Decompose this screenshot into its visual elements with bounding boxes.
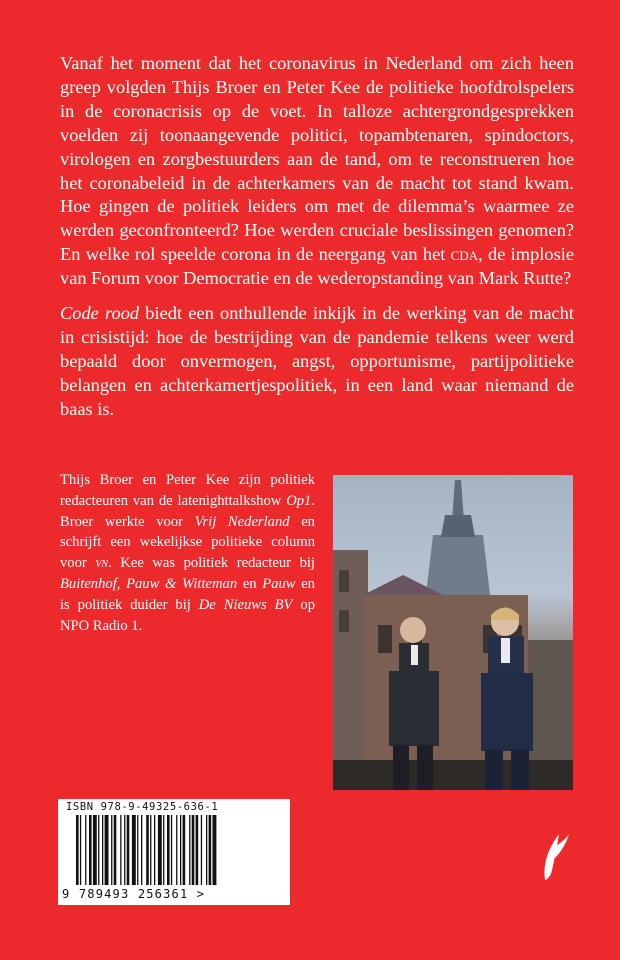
publisher-logo-icon [535,830,573,886]
barcode-bar [93,815,97,885]
bio-italic-op1: Op1 [286,492,312,509]
barcode-bar [209,815,212,885]
author-bio [60,470,315,636]
barcode-bar [146,815,149,885]
barcode-bar [213,815,217,885]
blurb-text: , de implosie van Forum voor Democratie en de wederopstanding van Mark Rutte? [60,244,574,289]
book-title-italic: Code rood [60,303,140,324]
barcode-bar [141,815,142,885]
barcode-bar [171,815,172,885]
bio-text: en is politiek duider bij [60,575,315,613]
blurb-text: Vanaf het moment dat het coronavirus in Nederland om zich heen greep volgden Thijs Broer en Peter Kee de politieke hoofdrolspelers in de coronacrisis op de voet. In talloze achtergrondgesprekken voelden zij toonaangevende politici, topambtenaren, spindoctors, virologen en zorgbestuurders aan de tand, om te reconstrueren hoe het coronabeleid in de achterkamers van de macht tot stand kwam. Hoe gingen de politiek leiders om met de dilemma’s waarmee ze werden geconfronteerd? Hoe werden cruciale beslissingen genomen? En welke rol speelde corona in de neergang van het [60,53,574,265]
bio-text: en schrijft een wekelijkse politieke column voor [60,513,315,572]
barcode-bar [154,815,155,885]
bio-text: Thijs Broer en Peter Kee zijn politiek redacteuren van de latenighttalkshow [60,472,315,509]
barcode-bar [89,815,92,885]
bio-italic-pauw: Pauw [262,575,296,592]
blurb-paragraph-2 [60,302,574,422]
barcode-bar [76,815,79,885]
blurb-paragraph-1 [60,52,574,291]
barcode-bar [132,815,136,885]
barcode-bar [167,815,170,885]
bio-italic-nieuws-bv: De Nieuws BV [198,596,293,613]
barcode-bar [137,815,138,885]
blurb-cda-abbrev: cda [450,244,479,265]
barcode-bar [150,815,151,885]
bio-italic-pauw-witteman: Pauw & Witteman [126,575,238,592]
bio-text: . Kee was politiek redacteur bij [108,555,315,572]
barcode-bar [114,815,117,885]
isbn-label: ISBN 978-9-49325-636-1 [66,801,219,813]
barcode-bar [180,815,181,885]
bio-italic-vn: Vrij Nederland [194,513,290,530]
bio-text: , [116,575,127,592]
bio-text: en [237,575,263,592]
isbn-barcode [58,799,290,905]
barcode-bar [176,815,177,885]
bio-vn-abbrev: vn [95,555,109,572]
bio-italic-buitenhof: Buitenhof [60,575,117,592]
barcode-bar [98,815,99,885]
barcode-bar [163,815,164,885]
barcode-bar [196,815,199,885]
author-photo-illustration [333,475,573,790]
blurb-text: biedt een onthullende inkijk in de werking van de macht in crisistijd: hoe de bestrijding van de pandemie telkens weer werd bepaald door onvermogen, angst, opportunisme, partijpolitieke belangen en achterkamertjespolitiek, in een land waar niemand de baas is. [60,303,574,419]
barcode-bar [102,815,103,885]
barcode-bar [206,815,207,885]
bio-text: . Broer werkte voor [60,492,315,530]
barcode-bar [183,815,186,885]
barcode-digits: 9 789493 256361 > [62,887,206,901]
bio-text: op NPO Radio 1. [60,596,315,634]
barcode-bar [192,815,195,885]
barcode-bar [201,815,202,885]
barcode-bar [158,815,162,885]
barcode-bar [124,815,125,885]
back-cover-blurb [60,52,574,433]
barcode-bar [189,815,190,885]
barcode-bar [127,815,130,885]
barcode-bar [80,815,81,885]
author-photo [333,475,573,790]
barcode-bar [111,815,112,885]
barcode-bar [85,815,86,885]
quill-logo-icon [535,830,573,882]
barcode-bar [105,815,109,885]
barcode-bar [120,815,121,885]
